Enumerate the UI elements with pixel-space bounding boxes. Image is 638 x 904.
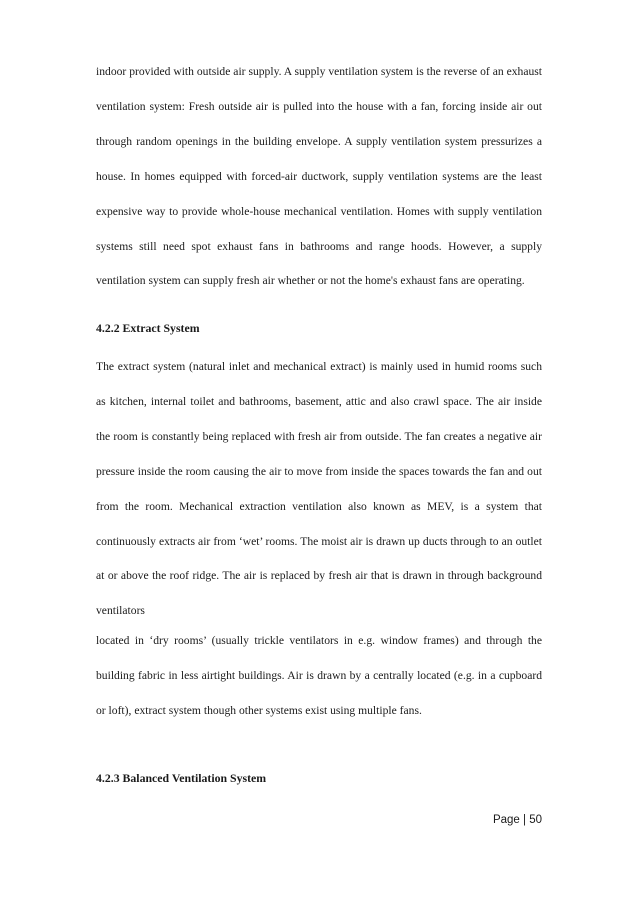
page-number: Page | 50 <box>492 814 542 826</box>
heading-balanced-ventilation-system: 4.2.3 Balanced Ventilation System <box>96 771 267 785</box>
paragraph-supply-ventilation: indoor provided with outside air supply. A supply ventilation system is the reverse of an exhaust ventilation system: Fresh outside air is pulled into the house with a fan, forcing inside air out through random openings in the building envelope. A supply ventilation system pressurizes a house. In homes equipped with forced-air ductwork, supply ventilation systems are the least expensive way to provide whole-house mechanical ventilation. Homes with supply ventilation systems still need spot exhaust fans in bathrooms and range hoods. However, a supply ventilation system can supply fresh air whether or not the home's exhaust fans are operating. <box>96 65 542 288</box>
paragraph-extract-system-continued: located in ‘dry rooms’ (usually trickle ventilators in e.g. window frames) and through the building fabric in less airtight buildings. Air is drawn by a centrally located (e.g. in a cupboard or loft), extract system though other systems exist using multiple fans. <box>96 634 542 717</box>
heading-extract-system: 4.2.2 Extract System <box>96 321 200 335</box>
paragraph-extract-system: The extract system (natural inlet and mechanical extract) is mainly used in humid rooms such as kitchen, internal toilet and bathrooms, basement, attic and also crawl space. The air inside the room is constantly being replaced with fresh air from outside. The fan creates a negative air pressure inside the room causing the air to move from inside the spaces towards the fan and out from the room. Mechanical extraction ventilation also known as MEV, is a system that continuously extracts air from ‘wet’ rooms. The moist air is drawn up ducts through to an outlet at or above the roof ridge. The air is replaced by fresh air that is drawn in through background ventilators <box>96 360 542 618</box>
